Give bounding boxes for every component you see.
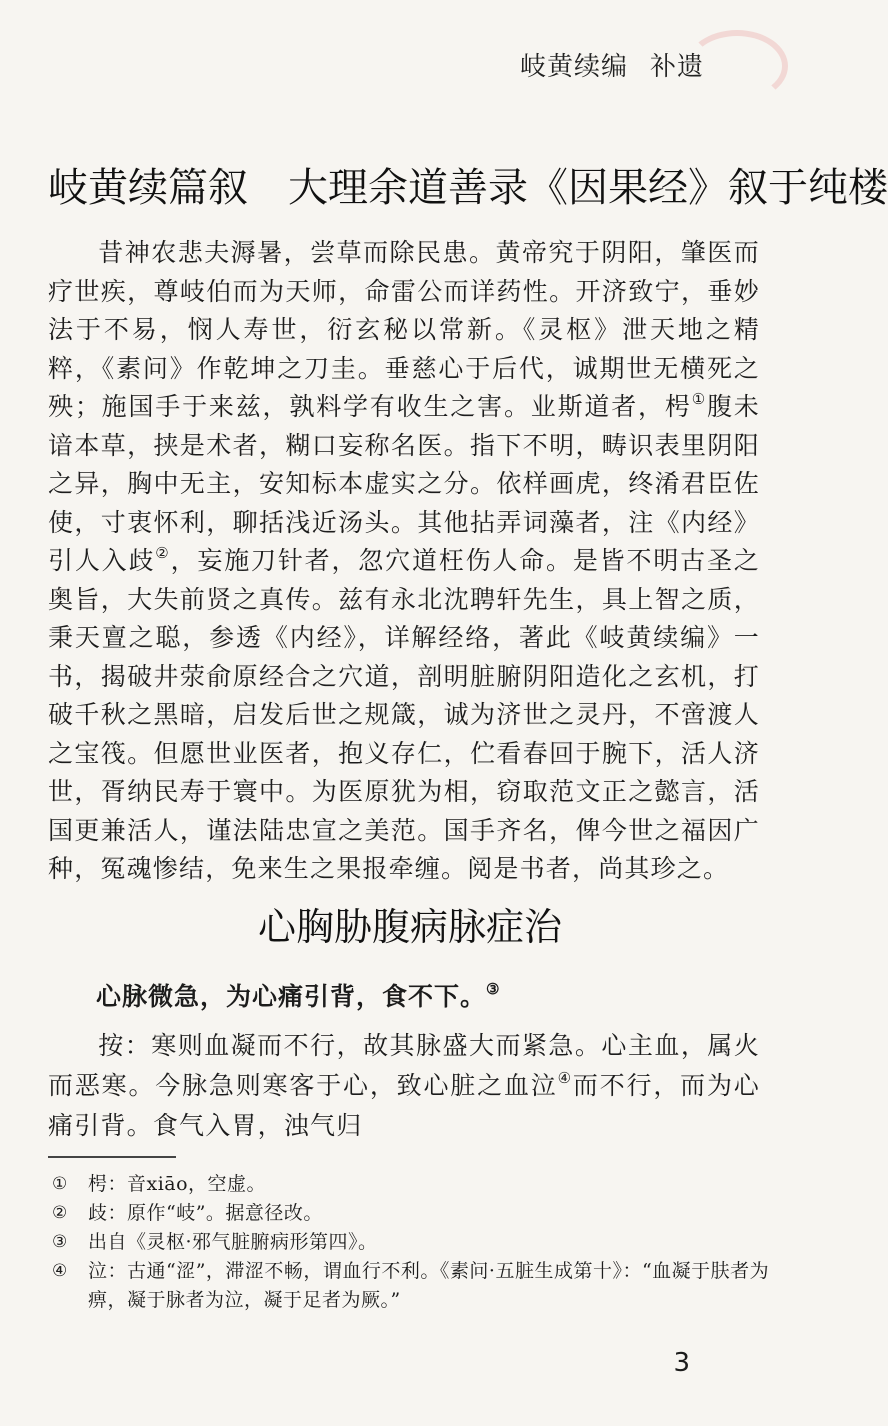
footnote-text: 枵：音xiāo，空虚。 [88,1173,267,1195]
preface-text-b: 腹未谙本草，挟是术者，糊口妄称名医。指下不明，畴识表里阴阳之异，胸中无主，安知标本虚实之分。依样画虎，终淆君臣佐使，寸衷怀利，聊括浅近汤头。其他拈弄词藻者，注《内经》引人入歧 [48,392,760,575]
preface-text-c: ，妄施刀针者，忽穴道枉伤人命。是皆不明古圣之奥旨，大失前贤之真传。兹有永北沈聘轩先生，具上智之质，秉天亶之聪，参透《内经》，详解经络，著此《岐黄续编》一书，揭破井荥俞原经合之穴道，剖明脏腑阴阳造化之玄机，打破千秋之黑暗，启发后世之规箴，诚为济世之灵丹，不啻渡人之宝筏。但愿世业医者，抱义存仁，伫看春回于腕下，活人济世，胥纳民寿于寰中。为医原犹为相，窃取范文正之懿言，活国更兼活人，谨法陆忠宣之美范。国手齐名，俾今世之福因广种，冤魂惨结，免来生之果报牵缠。阅是书者，尚其珍之。 [48,546,760,883]
footnote-text: 泣：古通“涩”，滞涩不畅，谓血行不利。《素问·五脏生成第十》：“血凝于肤者为痹，凝于脉者为泣，凝于足者为厥。” [88,1260,770,1311]
commentary-text-a: 按：寒则血凝而不行，故其脉盛大而紧急。心主血，属火而恶寒。今脉急则寒客于心，致心脏之血泣 [48,1031,760,1100]
footnote-item [52,1257,772,1315]
footnote-ref-2: ② [155,543,171,562]
footnotes [52,1170,772,1315]
section-line1: 心脉微急，为心痛引背，食不下。 [96,982,487,1011]
page-number: 3 [673,1348,690,1378]
preface-paragraph [48,234,760,889]
section-commentary [48,1026,760,1146]
footnote-number: ③ [52,1232,68,1252]
footnote-number: ① [52,1174,68,1194]
footnote-text: 歧：原作“岐”。据意径改。 [88,1202,323,1224]
section-classic-line [96,978,500,1016]
footnote-item [52,1228,772,1257]
preface-title: 岐黄续篇叙 大理余道善录《因果经》叙于纯楼 [48,165,888,211]
header-book-title: 岐黄续编 [519,52,628,82]
footnote-item [52,1170,772,1199]
footnote-number: ④ [52,1261,68,1281]
footnote-number: ② [52,1203,68,1223]
footnote-ref-4: ④ [557,1068,573,1087]
header-section-title: 补遗 [649,52,704,82]
footnote-ref-1: ① [691,389,707,408]
footnote-text: 出自《灵枢·邪气脏腑病形第四》。 [88,1231,378,1253]
footnote-divider [48,1156,176,1158]
preface-text-a: 昔神农悲夫溽暑，尝草而除民患。黄帝究于阴阳，肇医而疗世疾，尊岐伯而为天师，命雷公而详药性。开济致宁，垂妙法于不易，悯人寿世，衍玄秘以常新。《灵枢》泄天地之精粹，《素问》作乾坤之刀圭。垂慈心于后代，诚期世无横死之殃；施国手于来兹，孰料学有收生之害。业斯道者，枵 [48,238,760,421]
footnote-item [52,1199,772,1228]
section-title: 心胸胁腹病脉症治 [257,905,562,949]
commentary-text-b: 而不行，而为心痛引背。食气入胃，浊气归 [48,1071,760,1140]
footnote-ref-3: ③ [486,979,501,998]
running-header [520,46,704,83]
